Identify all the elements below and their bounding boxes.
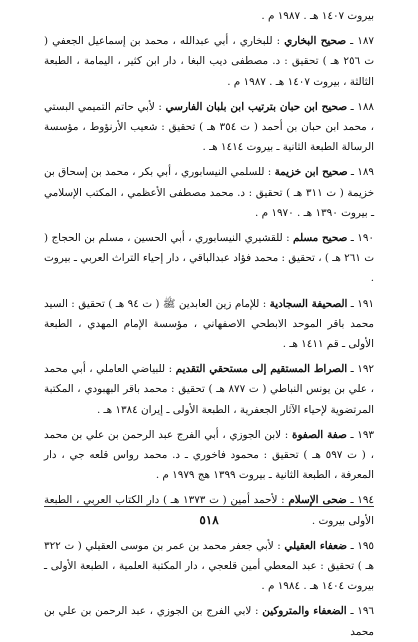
page-footer: [0, 506, 418, 527]
bibliography-list: [44, 6, 374, 642]
entry-details: : للإمام زين العابدين ﷺ ( ت ٩٤ هـ ) تحقيق : السيد محمد باقر الموحد الابطحي الاصفهاني ، مؤسسة الإمام المهدي ، الطبعة الأولى ـ قم ١٤١١ هـ .: [44, 297, 374, 351]
bibliography-entry: [44, 294, 374, 355]
entry-title: صحيح ابن حبان بترتيب ابن بلبان الفارسي: [165, 100, 348, 113]
entry-number: ١٩١ ـ: [347, 297, 374, 310]
bibliography-entry: [44, 536, 374, 597]
entry-title: الضعفاء والمتروكين: [262, 605, 347, 618]
entry-details: : لأحمد أمين ( ت ١٣٧٣ هـ ) دار الكتاب العربي ، الطبعة الأولى بيروت .: [44, 494, 374, 527]
entry-number: ١٩٢ ـ: [347, 363, 374, 376]
footer-rule: [44, 506, 374, 507]
entry-number: ١٨٧ ـ: [346, 35, 374, 48]
entry-number: ١٩٤ ـ: [346, 494, 374, 507]
bibliography-entry: [44, 31, 374, 92]
entry-details: : لابي الفرج بن الجوزي ، عبد الرحمن بن علي بن محمد: [44, 605, 374, 638]
entry-title: الصحيفة السجادية: [269, 297, 348, 310]
entry-title: صفة الصفوة: [292, 428, 347, 441]
entry-number: ١٩٦ ـ: [346, 605, 375, 618]
entry-list: [44, 31, 374, 642]
entry-details: : لابن الجوزي ، أبي الفرج عبد الرحمن بن علي بن محمد ، ( ت ٥٩٧ هـ ) تحقيق : محمود فاخوري ـ د. محمد رواس قلعه جي ، دار المعرفة ، الطبعة الثانية ـ بيروت ١٣٩٩ هج ١٩٧٩ م .: [44, 428, 374, 482]
entry-title: صحيح ابن خزيمة: [274, 166, 348, 179]
entry-title: ضعفاء العقيلي: [284, 539, 347, 552]
bibliography-entry: [44, 425, 374, 486]
entry-number: ١٩٣ ـ: [346, 428, 374, 441]
entry-details: : لأبي حاتم التميمي البستي ، محمد ابن حبان بن أحمد ( ت ٣٥٤ هـ ) تحقيق : شعيب الأرنؤوط ، مؤسسة الرسالة الطبعة الثانية ـ بيروت ١٤١٤ هـ .: [44, 100, 375, 154]
entry-details: : للبخاري ، أبي عبدالله ، محمد بن إسماعيل الجعفي ( ت ٢٥٦ هـ ) تحقيق : د. مصطفى ديب البغا ، دار ابن كثير ، اليمامة ، الطبعة الثالثة ، بيروت ١٤٠٧ هـ . ١٩٨٧ م .: [44, 35, 375, 88]
entry-number: ١٩٠ ـ: [347, 232, 374, 245]
entry-title: صحيح مسلم: [293, 232, 348, 245]
entry-details: : للسلمي النيسابوري ، أبي بكر ، محمد بن إسحاق بن خزيمة ( ت ٣١١ هـ ) تحقيق : د. محمد مصطفى الأعظمي ، المكتب الإسلامي ـ بيروت ١٣٩٠ هـ . ١٩٧٠ م .: [44, 166, 375, 219]
entry-title: ضحى الإسلام: [288, 494, 347, 507]
entry-details: : لأبي جعفر محمد بن عمر بن موسى العقيلي ( ت ٣٢٢ هـ ) تحقيق : عبد المعطي أمين قلعجي ، دار المكتبة العلمية ، الطبعة الأولى ـ بيروت ١٤٠٤ هـ . ١٩٨٤ م .: [44, 539, 374, 593]
bibliography-entry: [44, 97, 374, 158]
bibliography-entry: [44, 601, 374, 641]
bibliography-entry: [44, 228, 374, 289]
continuation-line: بيروت ١٤٠٧ هـ . ١٩٨٧ م .: [261, 10, 374, 22]
entry-details: : للقشيري النيسابوري ، أبي الحسين ، مسلم بن الحجاج ( ت ٢٦١ هـ ) ، تحقيق : محمد فؤاد عبدالباقي ، دار إحياء التراث العربي ـ بيروت .: [44, 232, 374, 285]
entry-title: صحيح البخاري: [284, 35, 347, 48]
bibliography-entry: [44, 162, 374, 223]
entry-details: : للبياضي العاملي ، أبي محمد ، علي بن يونس النباطي ( ت ٨٧٧ هـ ) تحقيق : محمد باقر البهبودي ، المكتبة المرتضوية لإحياء الآثار الجعفرية ، الطبعة الأولى ـ إيران ١٣٨٤ هـ .: [44, 363, 374, 416]
entry-number: ١٩٥ ـ: [347, 539, 374, 552]
page-number: ٥١٨: [199, 513, 219, 527]
entry-title: الصراط المستقيم إلى مستحقي التقديم: [175, 363, 348, 376]
entry-number: ١٨٨ ـ: [347, 100, 374, 113]
entry-number: ١٨٩ ـ: [347, 166, 374, 179]
bibliography-entry: [44, 359, 374, 420]
